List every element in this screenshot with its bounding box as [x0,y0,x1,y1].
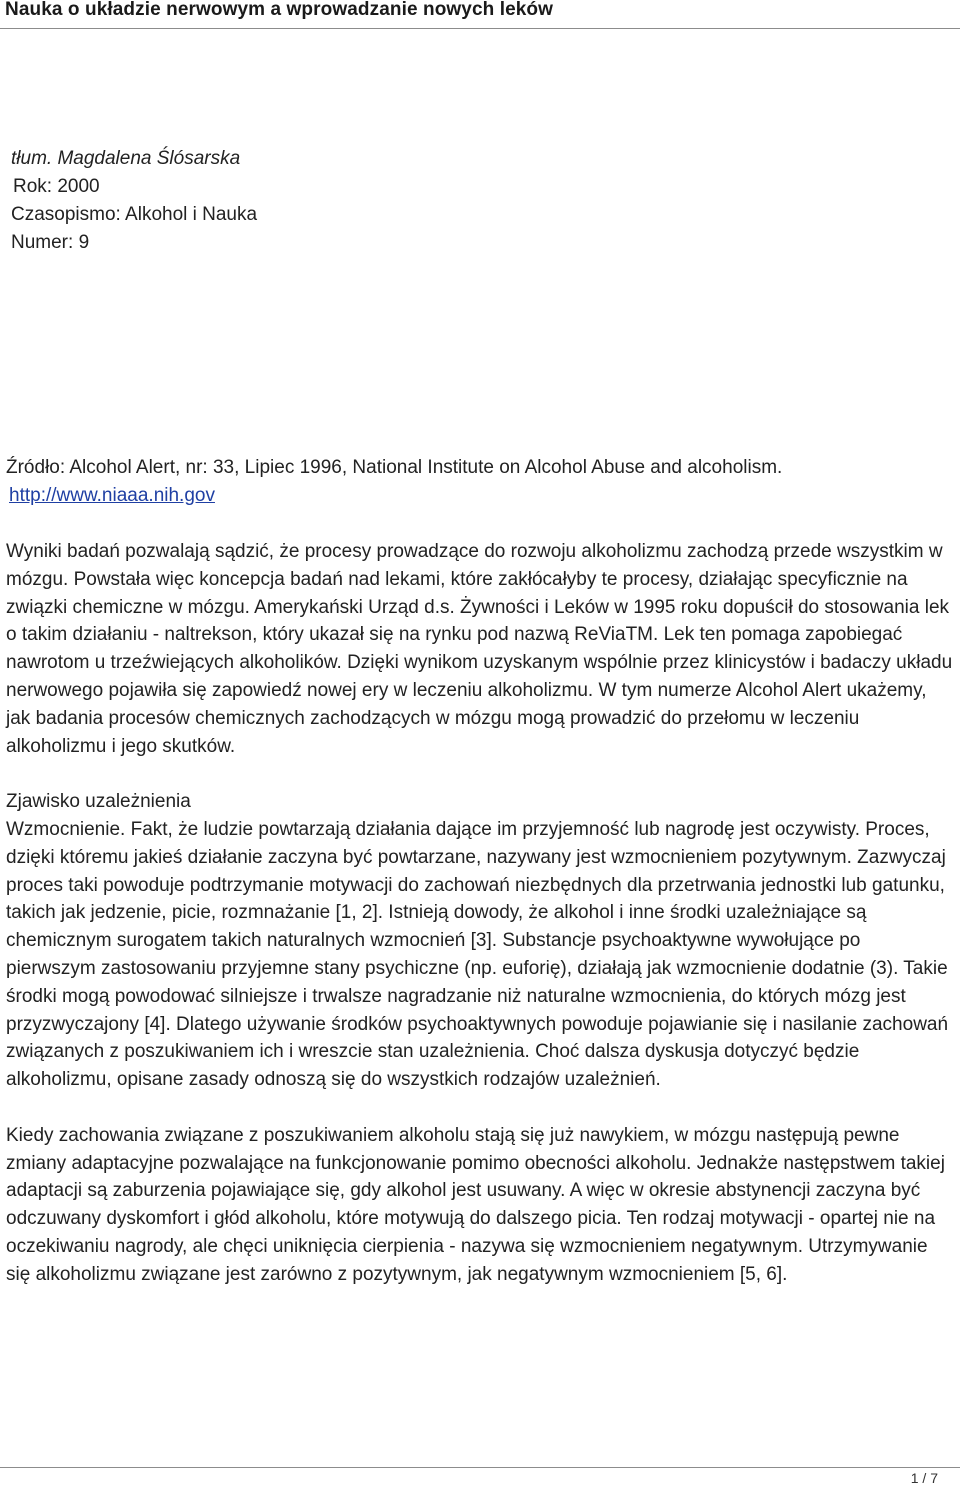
intro-paragraph: Wyniki badań pozwalają sądzić, że procesy prowadzące do rozwoju alkoholizmu zachodzą przede wszystkim w mózgu. Powstała więc koncepcja badań nad lekami, które zakłócałyby te procesy, działając specyficznie na związki chemiczne w mózgu. Amerykański Urząd d.s. Żywności i Leków w 1995 roku dopuścił do stosowania lek o takim działaniu - naltrekson, który ukazał się na rynku pod nazwą ReViaTM. Lek ten pomaga zapobiegać nawrotom u trzeźwiejących alkoholików. Dzięki wynikom uzyskanym wspólnie przez klinicystów i badaczy układu nerwowego pojawiła się zapowiedź nowej ery w leczeniu alkoholizmu. W tym numerze Alcohol Alert ukażemy, jak badania procesów chemicznych zachodzących w mózgu mogą prowadzić do przełomu w leczeniu alkoholizmu i jego skutków. [6,541,953,757]
year-line: Rok: 2000 [13,176,100,197]
source-link[interactable]: http://www.niaaa.nih.gov [9,485,215,506]
document-title: Nauka o układzie nerwowym a wprowadzanie nowych leków [5,0,553,20]
journal-line: Czasopismo: Alkohol i Nauka [11,204,258,225]
article-body [6,538,954,1316]
footer-divider [0,1467,960,1468]
header-divider [0,28,960,29]
issue-line: Numer: 9 [11,232,90,253]
article-metadata [11,145,257,257]
source-line: Źródło: Alcohol Alert, nr: 33, Lipiec 1996, National Institute on Alcohol Abuse and alcoholism. [6,457,783,478]
section-heading: Zjawisko uzależnienia [6,791,191,813]
body-paragraph-1: Wzmocnienie. Fakt, że ludzie powtarzają działania dające im przyjemność lub nagrodę jest oczywisty. Proces, dzięki któremu jakieś działanie zaczyna być powtarzane, nazywany jest wzmocnieniem pozytywnym. Zazwyczaj proces taki powoduje podtrzymanie motywacji do zachowań niezbędnych dla przetrwania jednostki lub gatunku, takich jak jedzenie, picie, rozmnażanie [1, 2]. Istnieją dowody, że alkohol i inne środki uzależniające są chemicznym surogatem takich naturalnych wzmocnień [3]. Substancje psychoaktywne wywołujące po pierwszym zastosowaniu przyjemne stany psychiczne (np. euforię), działają jak wzmocnienie dodatnie (3). Takie środki mogą powodować silniejsze i trwalsze nagradzanie niż naturalne wzmocnienia, do których mózg jest przyzwyczajony [4]. Dlatego używanie środków psychoaktywnych powoduje pojawianie się i nasilanie zachowań związanych z poszukiwaniem ich i wreszcie stan uzależnienia. Choć dalsza dyskusja dotyczyć będzie alkoholizmu, opisane zasady odnoszą się do wszystkich rodzajów uzależnień. [6,818,949,1091]
body-paragraph-2: Kiedy zachowania związane z poszukiwaniem alkoholu stają się już nawykiem, w mózgu następują pewne zmiany adaptacyjne pozwalające na funkcjonowanie pomimo obecności alkoholu. Jednakże następstwem takiej adaptacji są zaburzenia pojawiające się, gdy alkohol jest usuwany. A więc w okresie abstynencji zaczyna być odczuwany dyskomfort i głód alkoholu, które motywują do dalszego picia. Ten rodzaj motywacji - opartej nie na oczekiwaniu nagrody, ale chęci uniknięcia cierpienia - nazywa się wzmocnieniem negatywnym. Utrzymywanie się alkoholizmu związane jest zarówno z pozytywnym, jak negatywnym wzmocnieniem [5, 6]. [6,1124,945,1285]
translator-line: tłum. Magdalena Ślósarska [11,148,241,169]
page-number: 1 / 7 [910,1470,938,1486]
source-block [6,454,782,510]
